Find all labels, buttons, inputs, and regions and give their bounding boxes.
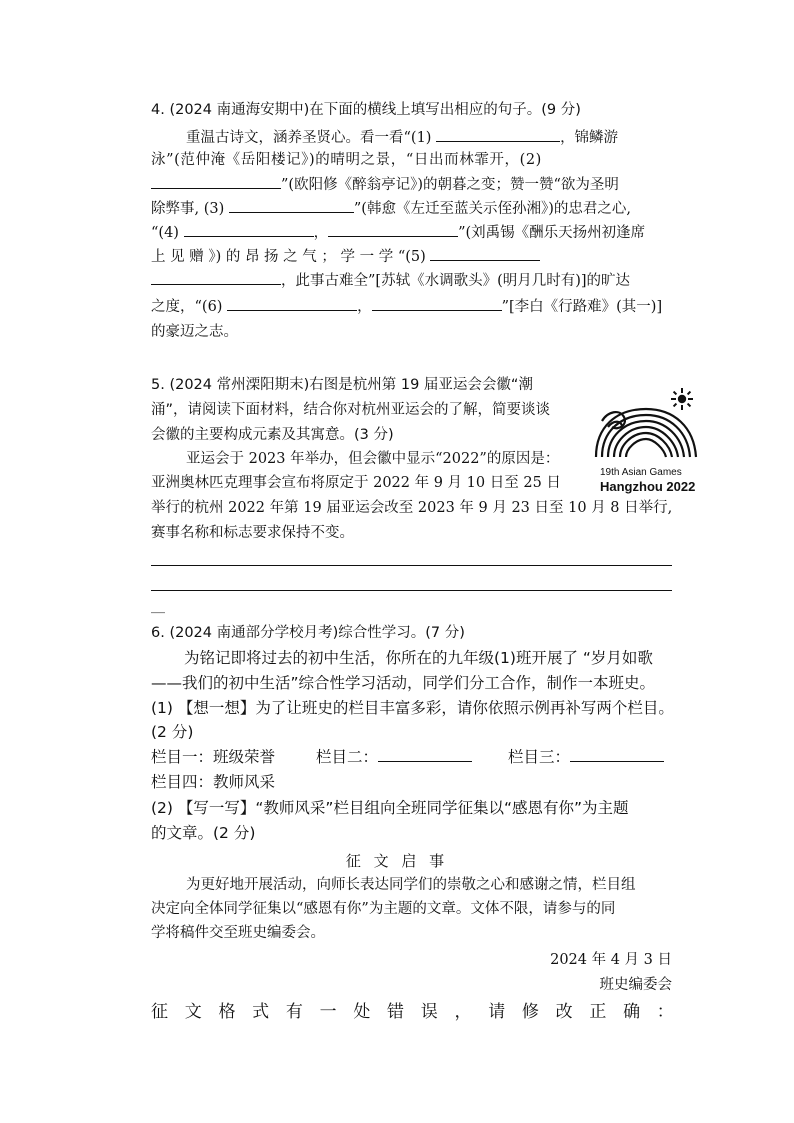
q6-subquestion-1-score: (2 分) [151,723,194,741]
answer-line[interactable] [151,590,672,591]
emblem-caption-line2: Hangzhou 2022 [600,479,696,494]
q6-subquestion-2: (2) 【写一写】“教师风采”栏目组向全班同学征集以“感恩有你”为主题 [151,799,629,817]
column-2-row: 栏目二： [316,747,472,767]
q4-line: 重温古诗文，涵养圣贤心。看一看“(1) ，锦鳞游 [186,127,618,148]
q5-heading: 5. (2024 常州溧阳期末)右图是杭州第 19 届亚运会会徽“潮 [151,377,533,393]
q5-material: 举行的杭州 2022 年第 19 届亚运会改至 2023 年 9 月 23 日至 10 月 8 日举行, [151,500,673,516]
notice-body: 为更好地开展活动，向师长表达同学们的崇敬之心和感谢之情，栏目组 [186,877,636,893]
q6-intro: ——我们的初中生活”综合性学习活动，同学们分工合作，制作一本班史。 [151,674,656,692]
q4-line: 泳”(范仲淹《岳阳楼记》)的晴明之景，“日出而林霏开，(2) [151,152,542,168]
answer-blank-4a[interactable] [184,222,314,237]
q5-material: 赛事名称和标志要求保持不变。 [151,525,354,541]
final-question: 征 文 格 式 有 一 处 错 误 ， 请 修 改 正 确 ： [151,1002,674,1022]
q4-line: “(4) ， ”(刘禹锡《酬乐天扬州初逢席 [151,222,645,243]
column-3-row: 栏目三： [508,747,664,767]
q6-intro: 为铭记即将过去的初中生活，你所在的九年级(1)班开展了 “岁月如歌 [184,649,653,667]
asian-games-emblem [586,387,710,497]
q4-line: 之度，“(6) ， ”[李白《行路难》(其一)] [151,296,662,317]
notice-signer: 班史编委会 [599,977,672,993]
emblem-graphic [586,387,710,467]
q6-subquestion-1: (1) 【想一想】为了让班史的栏目丰富多彩，请你依照示例再补写两个栏目。 [151,699,674,717]
q5-material: 亚运会于 2023 年举办，但会徽中显示“2022”的原因是： [186,451,560,467]
emblem-caption-line1: 19th Asian Games [600,467,682,478]
answer-blank-2[interactable] [151,174,281,189]
answer-blank-1[interactable] [436,127,560,142]
answer-blank-5b[interactable] [151,270,281,285]
answer-blank-6a[interactable] [227,296,357,311]
q4-line: ，此事古难全”[苏轼《水调歌头》(明月几时有)]的旷达 [151,270,630,291]
q5-text: 涌”，请阅读下面材料，结合你对杭州亚运会的了解，简要谈谈 [151,402,551,418]
q4-line: 除弊事, (3) ”(韩愈《左迁至蓝关示侄孙湘》)的忠君之心, [151,198,631,219]
q4-line: 的豪迈之志。 [151,324,238,340]
column-1: 栏目一：班级荣誉 [151,748,276,766]
q6-heading: 6. (2024 南通部分学校月考)综合性学习。(7 分) [151,625,465,641]
answer-blank-3[interactable] [229,198,354,213]
q4-heading: 4. (2024 南通海安期中)在下面的横线上填写出相应的句子。(9 分) [151,102,581,118]
answer-blank-4b[interactable] [328,222,458,237]
sun-icon [671,388,693,410]
answer-blank-5a[interactable] [430,246,540,261]
column-3-blank[interactable] [570,747,664,762]
column-row [151,747,275,767]
q6-subquestion-2-score: 的文章。(2 分) [151,824,256,842]
answer-line-tail: __ [151,598,165,614]
answer-blank-6b[interactable] [372,296,502,311]
q4-line: ”(欧阳修《醉翁亭记》)的朝暮之变；赞一赞“欲为圣明 [151,174,619,195]
column-2-blank[interactable] [378,747,472,762]
notice-date: 2024 年 4 月 3 日 [550,952,672,968]
notice-body: 学将稿件交至班史编委会。 [151,925,325,941]
q5-text: 会徽的主要构成元素及其寓意。(3 分) [151,427,394,443]
q5-material: 亚洲奥林匹克理事会宣布将原定于 2022 年 9 月 10 日至 25 日 [151,475,561,491]
notice-body: 决定向全体同学征集以“感恩有你”为主题的文章。文体不限，请参与的同 [151,901,616,917]
notice-title: 征 文 启 事 [345,852,449,870]
q4-line: 上 见 赠 》) 的 昂 扬 之 气 ； 学 一 学 “(5) [151,246,540,267]
column-4: 栏目四：教师风采 [151,773,276,791]
answer-line[interactable] [151,565,672,566]
